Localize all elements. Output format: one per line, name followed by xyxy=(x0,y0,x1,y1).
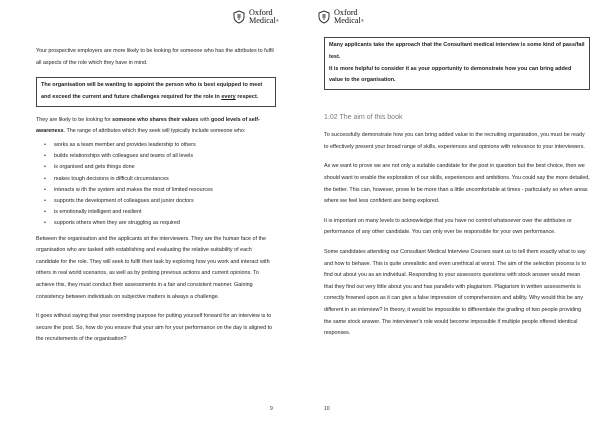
logo-line2: Medical® xyxy=(249,16,279,25)
callout-box: Many applicants take the approach that the Consultant medical interview is some kind of pass/fail test. It is more helpful to consider it as your opportunity to demonstrate how you can bring added value to the organisation. xyxy=(324,37,590,90)
list-item: • works as a team member and provides leadership to others xyxy=(54,140,276,151)
crest-icon xyxy=(317,10,331,24)
callout-box: The organisation will be wanting to appoint the person who is best equipped to meet and exceed the current and future challenges required for the role in every respect. xyxy=(36,77,276,107)
list-item: • supports others when they are struggling as required xyxy=(54,218,276,229)
oxford-medical-logo xyxy=(232,9,279,25)
page-number: 10 xyxy=(324,406,330,412)
paragraph: Your prospective employers are more likely to be looking for someone who has the attributes to fulfil all aspects of the role which they have in mind. xyxy=(36,48,274,66)
section-heading: 1.02 The aim of this book xyxy=(324,114,403,122)
paragraph: Between the organisation and the applicants sit the interviewers. They are the human face of the organisation who are tasked with establishing and evaluating the relative suitability of each candidate for the role. They will seek to fulfil their task by exploring how you work and interact with others in real world scenarios, as well as by probing previous actions and current opinions. To achieve this, they must conduct their assessments in a fair and consistent manner. Gaining consistency between individuals on subjective matters is always a challenge. xyxy=(36,235,270,300)
logo-line2: Medical® xyxy=(334,16,364,25)
list-item: • is emotionally intelligent and resilient xyxy=(54,207,276,218)
logo-line1: Oxford xyxy=(249,8,273,17)
attribute-list xyxy=(36,140,276,230)
list-item: • builds relationships with colleagues and teams of all levels xyxy=(54,151,276,162)
right-page xyxy=(300,0,600,424)
paragraph: They are likely to be looking for someone who shares their values with good levels of self-awareness. The range of attributes which they seek will typically include someone who: xyxy=(36,116,260,135)
left-content xyxy=(36,46,276,346)
list-item: • is organised and gets things done xyxy=(54,162,276,173)
list-item: • makes tough decisions in difficult circumstances xyxy=(54,174,276,185)
paragraph: As we want to prove we are not only a suitable candidate for the post in question but the best choice, then we should want to enable the exploration of our skills, experiences and ambitions. You could say the more detailed, the better. This can, however, prove to be more than a little uncomfortable at times - particularly so when areas where we feel less confident are being explored. xyxy=(324,163,590,205)
right-content xyxy=(324,37,590,340)
oxford-medical-logo xyxy=(317,9,364,25)
paragraph: To successfully demonstrate how you can bring added value to the recruiting organisation, you must be ready to effectively present your broad range of skills, experiences and opinions with relevance to your interviewers. xyxy=(324,132,585,150)
paragraph: It goes without saying that your overriding purpose for putting yourself forward for an interview is to secure the post. So, how do you ensure that your aim for your performance on the day is aligned to the recruitements of the organisation? xyxy=(36,313,273,343)
crest-icon xyxy=(232,10,246,24)
list-item: • interacts w ith the system and makes the most of limited resources xyxy=(54,185,276,196)
logo-line1: Oxford xyxy=(334,8,358,17)
paragraph: It is important on many levels to acknowledge that you have no control whatsoever over the attributes or performance of any other candidate. You can only ever be responsible for your own performance. xyxy=(324,217,572,236)
list-item: • supports the development of colleagues and junior doctors xyxy=(54,196,276,207)
page-number: 9 xyxy=(270,406,273,412)
paragraph: Some candidates attending our Consultant Medical Interview Courses want us to tell them exactly what to say and how to behave. This is quite unrealistic and even unethical at worst. The aim of the selection process is to find out about you as an individual. Responding to your assessors questions with stock answer would mean that they find out very little about you and has parallels with plagiarism. Plagiarism in written assessments is correctly frowned upon as it can give a false impression of comprehension and ability. Why would this be any different in an interview? In theory, it would be impossible to differentiate the grading of two people providing the same stock answer. The interviewer's role would become impossible if multiple people offered identical responses. xyxy=(324,248,586,337)
